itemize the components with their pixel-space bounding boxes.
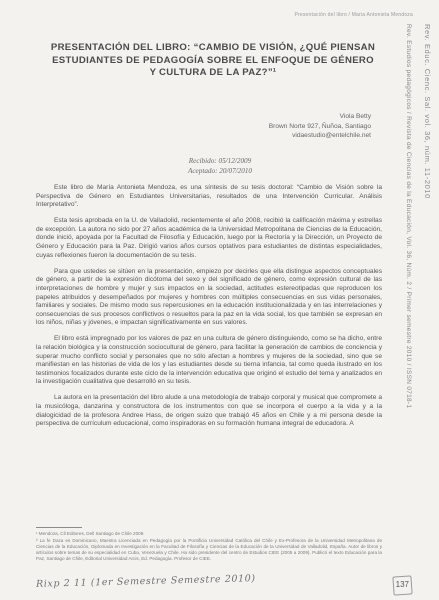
footnote: ² La fe Daza es Dominicano, Maestra Licenciada en Pedagogía por la Pontificia Universidad Católica del Chile y Ex-Profesora de la Universidad Metropolitana de Ciencias de la Educación, Diplomada en Investigación en la Facultad de Filosofía y Ciencias de la Educación de la Universidad de Valladolid, España. Autor de libros y artículos sobre temas de su especialidad en Cuba, Venezuela y Chile. Ha sido presidente del centro de Estudios CIEE (2005 a 2009). Publicó el texto Educación para la Paz, Santiago de Chile, Editorial Universidad Arcis, Ed. Pedagogía. Profesor de CIEE. (36, 538, 382, 561)
article-body (36, 184, 382, 436)
author-name: Viola Betty (339, 113, 371, 120)
handwritten-note: Rixp 2 11 (1er Semestre Semestre 2010) (35, 573, 256, 590)
article-dates (150, 157, 290, 176)
footnote: ¹ Mendoza, Cll Editores, Dell Santiago de Chile 2009. (36, 531, 145, 536)
author-address: Brown Norte 927, Ñuñoa, Santiago (268, 122, 371, 130)
journal-side-label-secondary: Rev. Educ. Cienc. Sal. vol. 36, núm. 11-2010 (423, 24, 432, 199)
body-paragraph: La autora en la presentación del libro alude a una metodología de trabajo corporal y musical que compromete a la musicóloga, danzarina y constructora de los instrumentos con que se incorpora el cuerpo a la vida y a la dialogicidad de la profesora Andree Hass, de origen suizo que trabajó 45 años en Chile y a mi persona desde la perspectiva de currículum educacional, como inspiradoras en su formación humana integral de educadora. A (36, 394, 382, 428)
footnotes (36, 531, 382, 563)
journal-side-label: Rev. Estudios pedagógicos / Revista de Ciencias de la Educación, Vol. 36, Núm. 2 / Primer semestre 2010 / ISSN 0718-1 (405, 24, 412, 409)
body-paragraph: Este libro de María Antonieta Mendoza, es una síntesis de su tesis doctoral: “Cambio de Visión sobre la Perspectiva de Género en Estudiantes Universitarias, resultados de una Intervención Curricular. Análisis Interpretativo”. (36, 184, 382, 209)
body-paragraph: Esta tesis aprobada en la U. de Valladolid, recientemente el año 2008, recibió la calificación máxima y estrellas de excepción. La autora no sido por 27 años académica de la Universidad Metropolitana de Ciencias de la Educación, donde inició, apoyada por la Facultad de Filosofía y Educación, luego por la Rectoría y la Dirección, un Proyecto de Género y Educación para la Paz. Dirigió varios años cursos optativos para estudiantes de distintas especialidades, cuyas reflexiones fueron la documentación de su tesis. (36, 217, 382, 259)
author-email: vidaestudio@entelchile.net (292, 132, 371, 139)
received-date: Recibido: 05/12/2009 (188, 157, 252, 165)
accepted-date: Aceptado: 20/07/2010 (187, 166, 253, 175)
running-head: Presentación del libro / Maria Antonieta Mendoza (294, 12, 413, 18)
body-paragraph: Para que ustedes se sitúen en la presentación, empiezo por decirles que ella distingue aspectos conceptuales de género, a partir de la expresión dicótoma del sexo y del significado de género, como expresión cultural de las interpretaciones de hombre y mujer y sus impactos en la sociedad, actitudes estereotipadas que reproducen los papeles atribuidos y desempeñados por mujeres y hombres con múltiples consecuencias en sus vidas personales, familiares y sociales. De mismo modo sus repercusiones en la educación institucionalizada y en las interrelaciones y consecuencias de sus procesos conflictivos o resueltos para la paz en la vida social, los que también se expresan en los niños, niñas y jóvenes, e impactan significativamente en sus valores. (36, 267, 382, 327)
author-block (269, 112, 371, 141)
footnote-divider (36, 527, 82, 528)
page-number: 137 (395, 580, 409, 589)
body-paragraph: El libro está impregnado por los valores de paz en una cultura de género distinguiendo, como se ha dicho, entre la relación biológica y la construcción sociocultural de género, para facilitar la generación de cambios de conciencia y superar mucho conflicto social y personales que no sólo afectan a hombres y mujeres de la sociedad, sino que se manifiestan en las historias de vida de los y las estudiantes desde su tierna infancia, tal como queda ilustrado en los testimonios focalizados durante este ciclo de la intervención educativa que originó el estudio del tema y analizados en la investigación cualitativa que desarrolló en su tesis. (36, 335, 382, 386)
article-title: PRESENTACIÓN DEL LIBRO: “CAMBIO DE VISIÓN, ¿QUÉ PIENSAN ESTUDIANTES DE PEDAGOGÍA SOBRE EL ENFOQUE DE GÉNERO Y CULTURA DE LA PAZ?”¹ (50, 42, 376, 78)
